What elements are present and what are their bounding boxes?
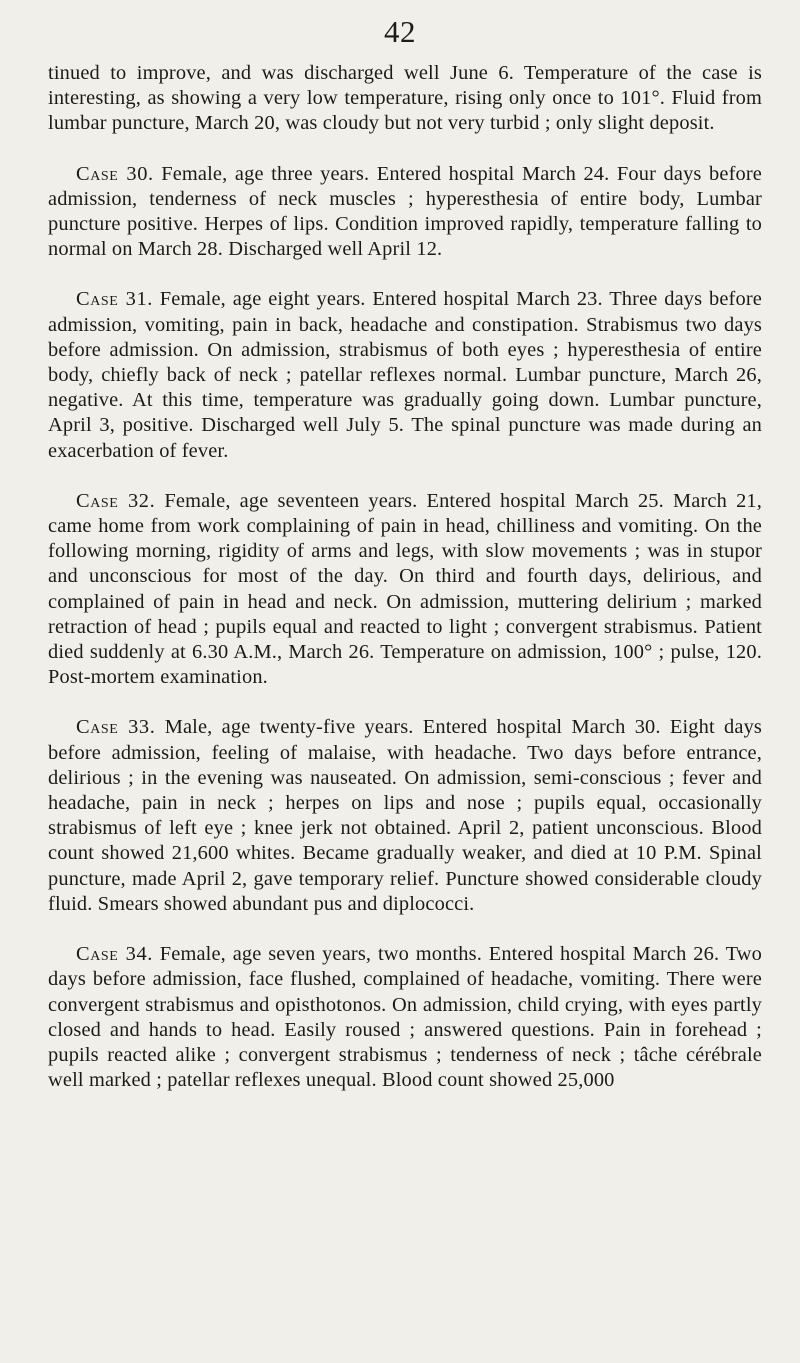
paragraph-case-32: [48, 489, 762, 691]
case-label: Case 30.: [76, 162, 154, 185]
paragraph-text: Male, age twenty-five years. Entered hospital March 30. Eight days before admission, feeling of malaise, with headache. Two days before entrance, delirious ; in the evening was nauseated. On admission, semi-conscious ; fever and headache, pain in neck ; herpes on lips and nose ; pupils equal, occasionally strabismus of left eye ; knee jerk not obtained. April 2, patient unconscious. Blood count showed 21,600 whites. Became gradually weaker, and died at 10 P.M. Spinal puncture, made April 2, gave temporary relief. Puncture showed considerable cloudy fluid. Smears showed abundant pus and diplococci.: [48, 716, 763, 915]
case-label: Case 32.: [76, 489, 156, 512]
body-text: [48, 61, 762, 1118]
paragraph-text: Female, age seventeen years. Entered hospital March 25. March 21, came home from work complaining of pain in head, chilliness and vomiting. On the following morning, rigidity of arms and legs, with slow movements ; was in stupor and unconscious for most of the day. On third and fourth days, delirious, and complained of pain in head and neck. On admission, muttering delirium ; marked retraction of head ; pupils equal and reacted to light ; convergent strabismus. Patient died suddenly at 6.30 A.M., March 26. Temperature on admission, 100° ; pulse, 120. Post-mortem examination.: [48, 489, 763, 689]
paragraph-text: Female, age three years. Entered hospital March 24. Four days before admission, tenderness of neck muscles ; hyperesthesia of entire body, Lumbar puncture positive. Herpes of lips. Condition improved rapidly, temperature falling to normal on March 28. Discharged well April 12.: [48, 162, 762, 261]
paragraph-case-31: [48, 287, 762, 463]
page-number: 42: [384, 14, 416, 49]
paragraph-text: Female, age seven years, two months. Entered hospital March 26. Two days before admission, face flushed, complained of headache, vomiting. There were convergent strabismus and opisthotonos. On admission, child crying, with eyes partly closed and hands to head. Easily roused ; answered questions. Pain in forehead ; pupils reacted alike ; convergent strabismus ; tenderness of neck ; tâche cérébrale well marked ; patellar reflexes unequal. Blood count showed 25,000: [48, 943, 762, 1092]
paragraph-text: Female, age eight years. Entered hospital March 23. Three days before admission, vomiting, pain in back, headache and constipation. Strabismus two days before admission. On admission, strabismus of both eyes ; hyperesthesia of entire body, chiefly back of neck ; patellar reflexes normal. Lumbar puncture, March 26, negative. At this time, temperature was gradually going down. Lumbar puncture, April 3, positive. Discharged well July 5. The spinal puncture was made during an exacerbation of fever.: [48, 288, 762, 462]
paragraph-continuation: [48, 61, 762, 137]
case-label: Case 33.: [76, 716, 156, 739]
case-label: Case 31.: [76, 288, 153, 311]
paragraph-case-34: [48, 942, 762, 1093]
paragraph-case-30: [48, 162, 762, 263]
paragraph-case-33: [48, 715, 762, 917]
case-label: Case 34.: [76, 943, 153, 966]
paragraph-text: tinued to improve, and was discharged well June 6. Temperature of the case is interesting, as showing a very low temperature, rising only once to 101°. Fluid from lumbar puncture, March 20, was cloudy but not very turbid ; only slight deposit.: [48, 62, 762, 135]
